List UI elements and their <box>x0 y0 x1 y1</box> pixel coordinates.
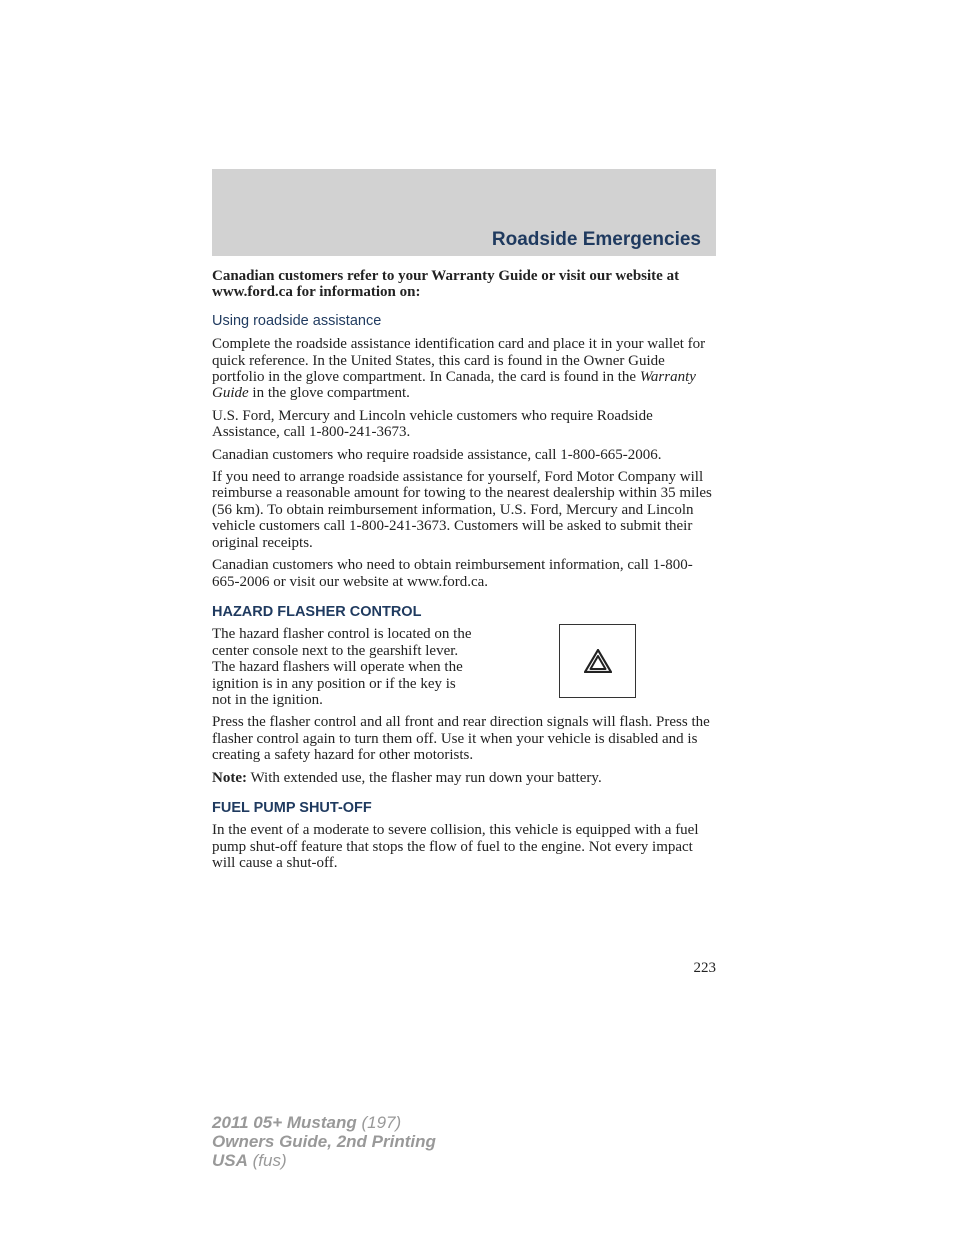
hazard-paragraph-1: The hazard flasher control is located on the center console next to the gearshift lever. The hazard flashers will operate when the ignition is in any position or if the key is not in the ignition. <box>212 626 472 708</box>
footer-guide: Owners Guide, 2nd Printing <box>212 1132 436 1151</box>
roadside-paragraph-5: Canadian customers who need to obtain reimbursement information, call 1-800-665-2006 or visit our website at www.ford.ca. <box>212 557 693 590</box>
fuel-heading: FUEL PUMP SHUT-OFF <box>212 799 372 816</box>
roadside-p1-text-end: in the glove compartment. <box>248 385 410 402</box>
warranty-guide-title: Warranty Guide <box>212 369 696 402</box>
footer-line-3 <box>212 1151 436 1170</box>
note-label: Note: <box>212 769 247 786</box>
footer-line-1 <box>212 1113 436 1132</box>
footer-model-code: (197) <box>356 1113 402 1132</box>
header-band <box>212 169 716 256</box>
roadside-paragraph-3: Canadian customers who require roadside assistance, call 1-800-665-2006. <box>212 446 662 463</box>
footer-market-code: (fus) <box>247 1151 287 1170</box>
roadside-p1-text: Complete the roadside assistance identification card and place it in your wallet for quick reference. In the United States, this card is found in the Owner Guide portfolio in the glove compartment. In Canada, the card is found in the <box>212 336 706 386</box>
roadside-paragraph-4: If you need to arrange roadside assistance for yourself, Ford Motor Company will reimburse a reasonable amount for towing to the nearest dealership within 35 miles (56 km). To obtain reimbursement information, U.S. Ford, Mercury and Lincoln vehicle customers call 1-800-241-3673. Customers will be asked to submit their original receipts. <box>212 469 712 551</box>
hazard-heading: HAZARD FLASHER CONTROL <box>212 603 422 620</box>
roadside-paragraph-1 <box>212 336 718 402</box>
note-text: With extended use, the flasher may run down your battery. <box>246 769 602 786</box>
intro-text: Canadian customers refer to your Warranty Guide or visit our website at www.ford.ca for information on: <box>212 268 680 301</box>
roadside-paragraph-2: U.S. Ford, Mercury and Lincoln vehicle customers who require Roadside Assistance, call 1-800-241-3673. <box>212 407 653 441</box>
page-content <box>212 268 718 878</box>
hazard-section <box>212 626 718 708</box>
hazard-illustration <box>559 624 636 698</box>
document-footer <box>212 1113 436 1170</box>
fuel-paragraph-1: In the event of a moderate to severe collision, this vehicle is equipped with a fuel pump shut-off feature that stops the flow of fuel to the engine. Not every impact will cause a shut-off. <box>212 822 699 872</box>
roadside-heading: Using roadside assistance <box>212 312 382 329</box>
hazard-note <box>212 770 718 786</box>
section-title: Roadside Emergencies <box>491 229 701 250</box>
footer-market: USA <box>212 1151 248 1170</box>
hazard-triangle-icon <box>584 649 612 673</box>
footer-line-2 <box>212 1132 436 1151</box>
footer-model: 2011 05+ Mustang <box>212 1113 357 1132</box>
hazard-paragraph-2: Press the flasher control and all front and rear direction signals will flash. Press the flasher control again to turn them off. Use it when your vehicle is disabled and is creating a safety hazard for other motorists. <box>212 714 710 764</box>
page-number: 223 <box>693 960 716 976</box>
